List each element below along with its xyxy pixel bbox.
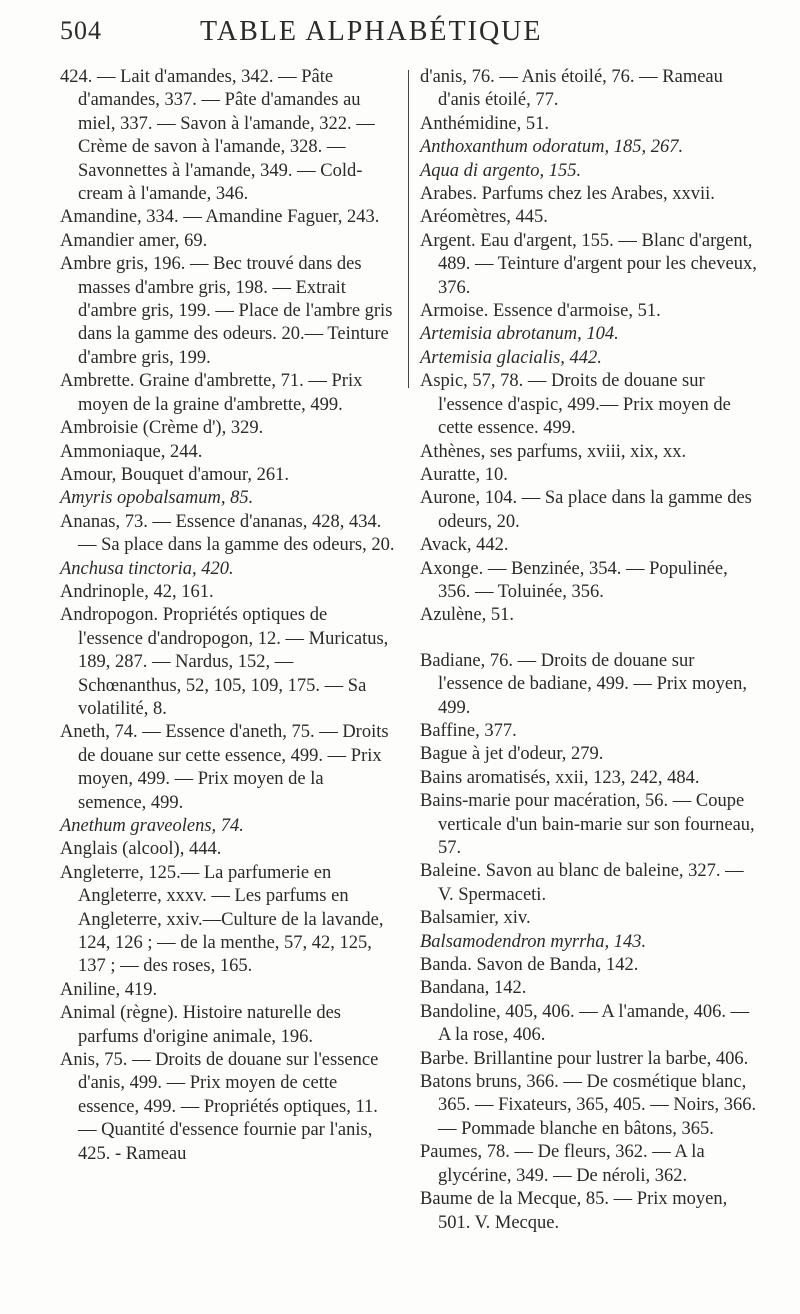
index-entry: Barbe. Brillantine pour lustrer la barbe, 406. [420, 1048, 749, 1069]
index-entry: Baume de la Mecque, 85. — Prix moyen, 501. V. Mecque. [420, 1189, 728, 1233]
running-title: TABLE ALPHABÉTIQUE [200, 16, 543, 47]
index-entry: Banda. Savon de Banda, 142. [420, 955, 639, 976]
index-entry: Aurone, 104. — Sa place dans la gamme des odeurs, 20. [420, 488, 752, 532]
index-entry: Bandoline, 405, 406. — A l'amande, 406. — A la rose, 406. [420, 1001, 750, 1046]
index-entry: d'anis, 76. — Anis étoilé, 76. — Rameau d'anis étoilé, 77. [420, 67, 723, 111]
index-entry: Paumes, 78. — De fleurs, 362. — A la glycérine, 349. — De néroli, 362. [420, 1142, 705, 1186]
index-entry: Anethum graveolens, 74. [60, 816, 244, 836]
index-entry: Ammoniaque, 244. [60, 441, 203, 462]
index-entry: Anchusa tinctoria, 420. [60, 558, 234, 579]
index-entry: Axonge. — Benzinée, 354. — Populinée, 356. — Toluinée, 356. [420, 558, 728, 602]
index-entry: Armoise. Essence d'armoise, 51. [420, 301, 661, 322]
column-divider [408, 70, 409, 388]
index-entry: Bandana, 142. [420, 978, 527, 999]
index-entry: Andrinople, 42, 161. [60, 581, 214, 602]
index-entry: Bains aromatisés, xxii, 123, 242, 484. [420, 767, 700, 788]
index-entry: Artemisia glacialis, 442. [420, 347, 602, 368]
index-entry: Ambroisie (Crème d'), 329. [60, 418, 264, 439]
index-entry: Batons bruns, 366. — De cosmétique blanc, 365. — Fixateurs, 365, 405. — Noirs, 366. — Pommade blanche en bâtons, 365. [420, 1072, 757, 1139]
left-column [60, 66, 396, 1166]
index-entry: Artemisia abrotanum, 104. [420, 324, 619, 345]
index-entry: Aqua di argento, 155. [420, 160, 582, 181]
index-entry: Bains-marie pour macération, 56. — Coupe verticale d'un bain-marie sur son fourneau, 57. [420, 791, 755, 858]
index-entry: Angleterre, 125.— La parfumerie en Angleterre, xxxv. — Les parfums en Angleterre, xxiv.—Culture de la lavande, 124, 126 ; — de la menthe, 57, 42, 125, 137 ; — des roses, 165. [60, 862, 384, 977]
index-entry: Azulène, 51. [420, 605, 515, 626]
index-entry: Bague à jet d'odeur, 279. [420, 744, 604, 765]
index-entry: Anis, 75. — Droits de douane sur l'essence d'anis, 499. — Prix moyen de cette essence, 499. — Propriétés optiques, 11. — Quantité d'essence fournie par l'anis, 425. - Rameau [60, 1050, 379, 1164]
index-entry: Baleine. Savon au blanc de baleine, 327. — V. Spermaceti. [420, 861, 744, 905]
index-entry: Balsamier, xiv. [420, 908, 531, 929]
index-entry: Ananas, 73. — Essence d'ananas, 428, 434. — Sa place dans la gamme des odeurs, 20. [60, 511, 395, 556]
index-entry: Anglais (alcool), 444. [60, 839, 222, 860]
index-entry: Amandine, 334. — Amandine Faguer, 243. [60, 207, 380, 228]
letter-section-break [420, 628, 760, 650]
index-entry: Argent. Eau d'argent, 155. — Blanc d'argent, 489. — Teinture d'argent pour les cheveux, 376. [420, 230, 757, 298]
index-entry: Amour, Bouquet d'amour, 261. [60, 464, 289, 485]
right-column [420, 66, 760, 1235]
index-entry: 424. — Lait d'amandes, 342. — Pâte d'amandes, 337. — Pâte d'amandes au miel, 337. — Savon à l'amande, 322. — Crème de savon à l'amande, 328. — Savonnettes à l'amande, 349. — Cold-cream à l'amande, 346. [60, 67, 375, 205]
page-header [60, 14, 740, 58]
index-entry: Anthémidine, 51. [420, 113, 549, 134]
index-entry: Aspic, 57, 78. — Droits de douane sur l'essence d'aspic, 499.— Prix moyen de cette essence. 499. [420, 371, 731, 439]
index-columns [60, 66, 760, 1286]
index-entry: Animal (règne). Histoire naturelle des parfums d'origine animale, 196. [60, 1003, 341, 1047]
index-entry: Athènes, ses parfums, xviii, xix, xx. [420, 441, 687, 462]
index-entry: Aneth, 74. — Essence d'aneth, 75. — Droits de douane sur cette essence, 499. — Prix moyen, 499. — Prix moyen de la semence, 499. [60, 722, 389, 813]
index-entry: Arabes. Parfums chez les Arabes, xxvii. [420, 184, 715, 205]
index-entry: Baffine, 377. [420, 720, 517, 741]
index-entry: Anthoxanthum odoratum, 185, 267. [420, 137, 684, 158]
index-entry: Andropogon. Propriétés optiques de l'essence d'andropogon, 12. — Muricatus, 189, 287. — Nardus, 152, — Schœnanthus, 52, 105, 109, 175. — Sa volatilité, 8. [60, 605, 389, 719]
index-entry: Ambre gris, 196. — Bec trouvé dans des masses d'ambre gris, 198. — Extrait d'ambre gris, 199. — Place de l'ambre gris dans la gamme des odeurs. 20.— Teinture d'ambre gris, 199. [60, 254, 393, 368]
index-entry: Aniline, 419. [60, 979, 158, 1000]
index-entry: Amandier amer, 69. [60, 230, 208, 251]
index-entry: Ambrette. Graine d'ambrette, 71. — Prix moyen de la graine d'ambrette, 499. [60, 371, 363, 415]
index-entry: Avack, 442. [420, 535, 509, 556]
index-entry: Aréomètres, 445. [420, 207, 548, 228]
index-entry: Balsamodendron myrrha, 143. [420, 931, 647, 952]
index-entry: Amyris opobalsamum, 85. [60, 488, 254, 509]
index-entry: Auratte, 10. [420, 464, 508, 485]
index-entry: Badiane, 76. — Droits de douane sur l'essence de badiane, 499. — Prix moyen, 499. [420, 650, 748, 718]
page-number: 504 [60, 16, 102, 45]
